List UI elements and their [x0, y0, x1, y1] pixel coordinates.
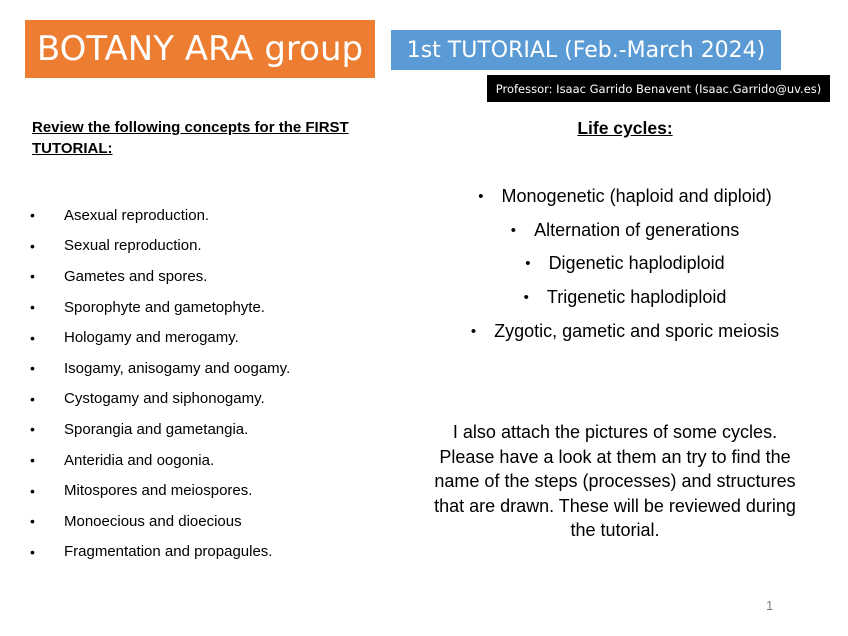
bullet: •: [30, 452, 35, 469]
list-item: [30, 292, 430, 323]
list-item: [420, 214, 830, 248]
list-item: [30, 200, 430, 231]
concepts-heading: Review the following concepts for the FIRST TUTORIAL:: [32, 119, 349, 157]
bullet: •: [30, 543, 35, 560]
list-item-text: Zygotic, gametic and sporic meiosis: [494, 320, 780, 341]
list-item: [420, 281, 830, 315]
list-item-text: Sexual reproduction.: [64, 237, 202, 255]
bullet: •: [525, 255, 531, 273]
bullet: •: [30, 390, 35, 407]
list-item: [30, 261, 430, 292]
tutorial-title: 1st TUTORIAL (Feb.-March 2024): [391, 30, 781, 70]
bullet: •: [30, 482, 35, 499]
list-item-text: Monoecious and dioecious: [64, 512, 242, 530]
list-item: [30, 384, 430, 415]
bullet: •: [470, 322, 477, 340]
bullet: •: [30, 360, 35, 377]
bullet: •: [30, 299, 35, 316]
list-item-text: Monogenetic (haploid and diploid): [501, 186, 772, 207]
list-item-text: Anteridia and oogonia.: [64, 451, 215, 469]
list-item: [30, 506, 430, 537]
professor-info: Professor: Isaac Garrido Benavent (Isaac.Garrido@uv.es): [487, 75, 830, 102]
bullet: •: [30, 421, 35, 438]
life-cycles-heading: Life cycles:: [577, 118, 673, 138]
list-item-text: Sporangia and gametangia.: [64, 420, 249, 438]
bullet: •: [30, 268, 35, 285]
list-item: [30, 231, 430, 262]
list-item-text: Gametes and spores.: [64, 267, 208, 285]
list-item-text: Mitospores and meiospores.: [64, 482, 253, 500]
bullet: •: [478, 188, 484, 206]
list-item-text: Trigenetic haplodiploid: [546, 287, 727, 308]
life-cycles-list: [420, 180, 830, 348]
list-item: [420, 180, 830, 214]
list-item: [30, 445, 430, 476]
list-item-text: Cystogamy and siphonogamy.: [64, 390, 265, 408]
list-item: [420, 314, 830, 348]
list-item-text: Isogamy, anisogamy and oogamy.: [64, 359, 291, 377]
list-item-text: Fragmentation and propagules.: [64, 543, 273, 561]
bullet: •: [30, 207, 35, 224]
tutorial-note: I also attach the pictures of some cycles. Please have a look at them an try to find the name of the steps (processes) and structures that are drawn. These will be reviewed during the tutorial.: [434, 422, 796, 540]
list-item: [30, 414, 430, 445]
bullet: •: [30, 237, 35, 254]
list-item-text: Hologamy and merogamy.: [64, 329, 239, 347]
list-item-text: Asexual reproduction.: [64, 206, 210, 224]
list-item: [30, 537, 430, 568]
list-item-text: Digenetic haplodiploid: [548, 253, 725, 274]
list-item: [420, 247, 830, 281]
course-title: BOTANY ARA group: [25, 20, 375, 78]
page-number: 1: [766, 598, 774, 613]
bullet: •: [523, 289, 529, 307]
bullet: •: [510, 221, 517, 239]
bullet: •: [30, 329, 35, 346]
concepts-list: [30, 200, 430, 567]
list-item-text: Alternation of generations: [534, 219, 740, 240]
list-item: [30, 475, 430, 506]
list-item-text: Sporophyte and gametophyte.: [64, 298, 265, 316]
bullet: •: [30, 513, 35, 530]
list-item: [30, 322, 430, 353]
list-item: [30, 353, 430, 384]
